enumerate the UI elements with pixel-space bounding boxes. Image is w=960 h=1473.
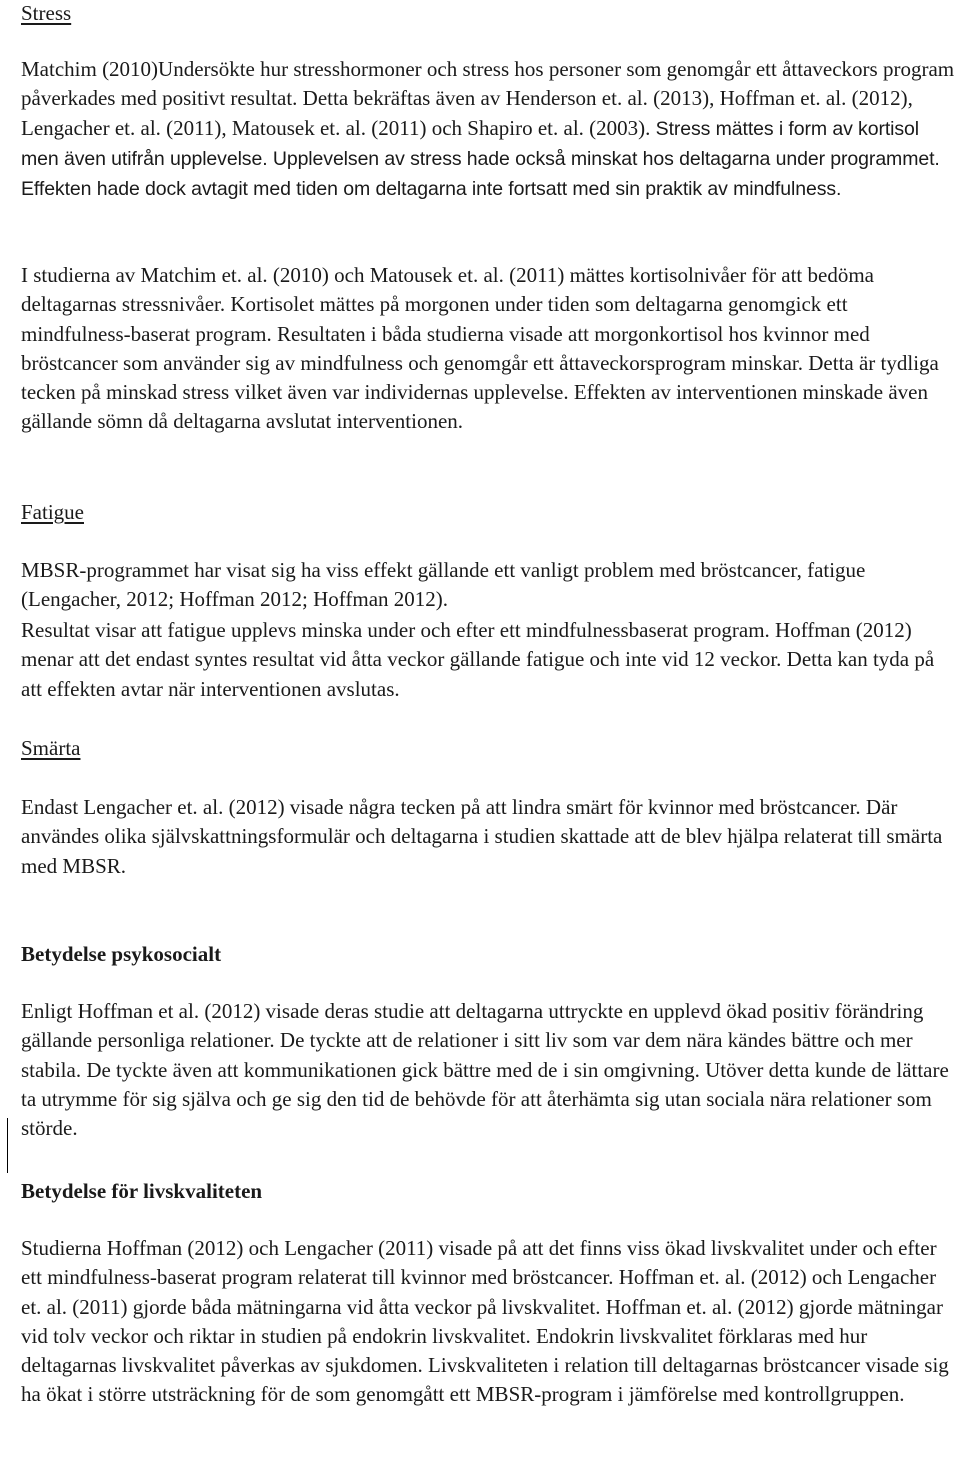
paragraph-stress-1-sans: Stress mättes i form av kortisol men även utifrån upplevelse. Upplevelsen av stress hade också minskat hos deltagarna under programmet. Effekten hade dock avtagit med tiden om deltagarna inte fortsatt med sin praktik av mindfulness. [21,117,940,201]
paragraph-stress-2: I studierna av Matchim et. al. (2010) och Matousek et. al. (2011) mättes kortisolnivåer för att bedöma deltagarnas stressnivåer. Kortisolet mättes på morgonen under tiden som deltagarna genomgick ett mindfulness-baserat program. Resultaten i båda studierna visade att morgonkortisol hos kvinnor med bröstcancer som använder sig av mindfulness och genomgår ett åttaveckorsprogram minskar. Detta är tydliga tecken på minskad stress vilket även var individernas upplevelse. Effekten av interventionen minskade även gällande sömn då deltagarna avslutat interventionen. [21,263,939,434]
heading-psykosocialt: Betydelse psykosocialt [21,942,222,966]
paragraph-stress-1-serif: Matchim (2010)Undersökte hur stresshormoner och stress hos personer som genomgår ett åttaveckors program påverkades med positivt resultat. Detta bekräftas även av Henderson et. al. (2013), Hoffman et. al. (2012), Lengacher et. al. (2011), Matousek et. al. (2011) och Shapiro et. al. (2003). [21,57,955,140]
heading-livskvalitet: Betydelse för livskvaliteten [21,1179,263,1203]
heading-stress: Stress [21,1,72,25]
section-stress [21,0,956,28]
paragraph-fatigue-1: MBSR-programmet har visat sig ha viss effekt gällande ett vanligt problem med bröstcancer, fatigue (Lengacher, 2012; Hoffman 2012; Hoffman 2012). [21,558,866,612]
paragraph-livskvalitet-1: Studierna Hoffman (2012) och Lengacher (2011) visade på att det finns viss ökad livskvalitet under och efter ett mindfulness-baserat program relaterat till kvinnor med bröstcancer. Hoffman et. al. (2012) och Lengacher et. al. (2011) gjorde båda mätningarna vid åtta veckor på livskvalitet. Hoffman et. al. (2012) gjorde mätningar vid tolv veckor och riktar in studien på endokrin livskvalitet. Endokrin livskvalitet förklaras med hur deltagarnas livskvalitet påverkas av sjukdomen. Livskvaliteten i relation till deltagarnas bröstcancer visade sig ha ökat i större utsträckning för de som genomgått ett MBSR-program i jämförelse med kontrollgruppen. [21,1236,949,1407]
paragraph-smarta-1: Endast Lengacher et. al. (2012) visade några tecken på att lindra smärt för kvinnor med bröstcancer. Där användes olika självskattningsformulär och deltagarna i studien skattade att de blev hjälpa relaterat till smärta med MBSR. [21,795,943,878]
paragraph-stress-1 [21,55,956,204]
paragraph-fatigue-2: Resultat visar att fatigue upplevs minska under och efter ett mindfulnessbaserat program. Hoffman (2012) menar att det endast syntes resultat vid åtta veckor gällande fatigue och inte vid 12 veckor. Detta kan tyda på att effekten avtar när interventionen avslutas. [21,618,935,701]
paragraph-psykosocialt-1: Enligt Hoffman et al. (2012) visade deras studie att deltagarna uttryckte en upplevd ökad positiv förändring gällande personliga relationer. De tyckte att de relationer i sitt liv som var dem nära kändes bättre och mer stabila. De tyckte även att kommunikationen gick bättre med de i sin omgivning. Utöver detta kunde de lättare ta utrymme för sig själva och ge sig den tid de behövde för att återhämta sig utan sociala nära relationer som störde. [21,999,949,1141]
heading-smarta: Smärta [21,736,81,760]
margin-change-bar [7,1118,8,1173]
heading-fatigue: Fatigue [21,500,84,524]
